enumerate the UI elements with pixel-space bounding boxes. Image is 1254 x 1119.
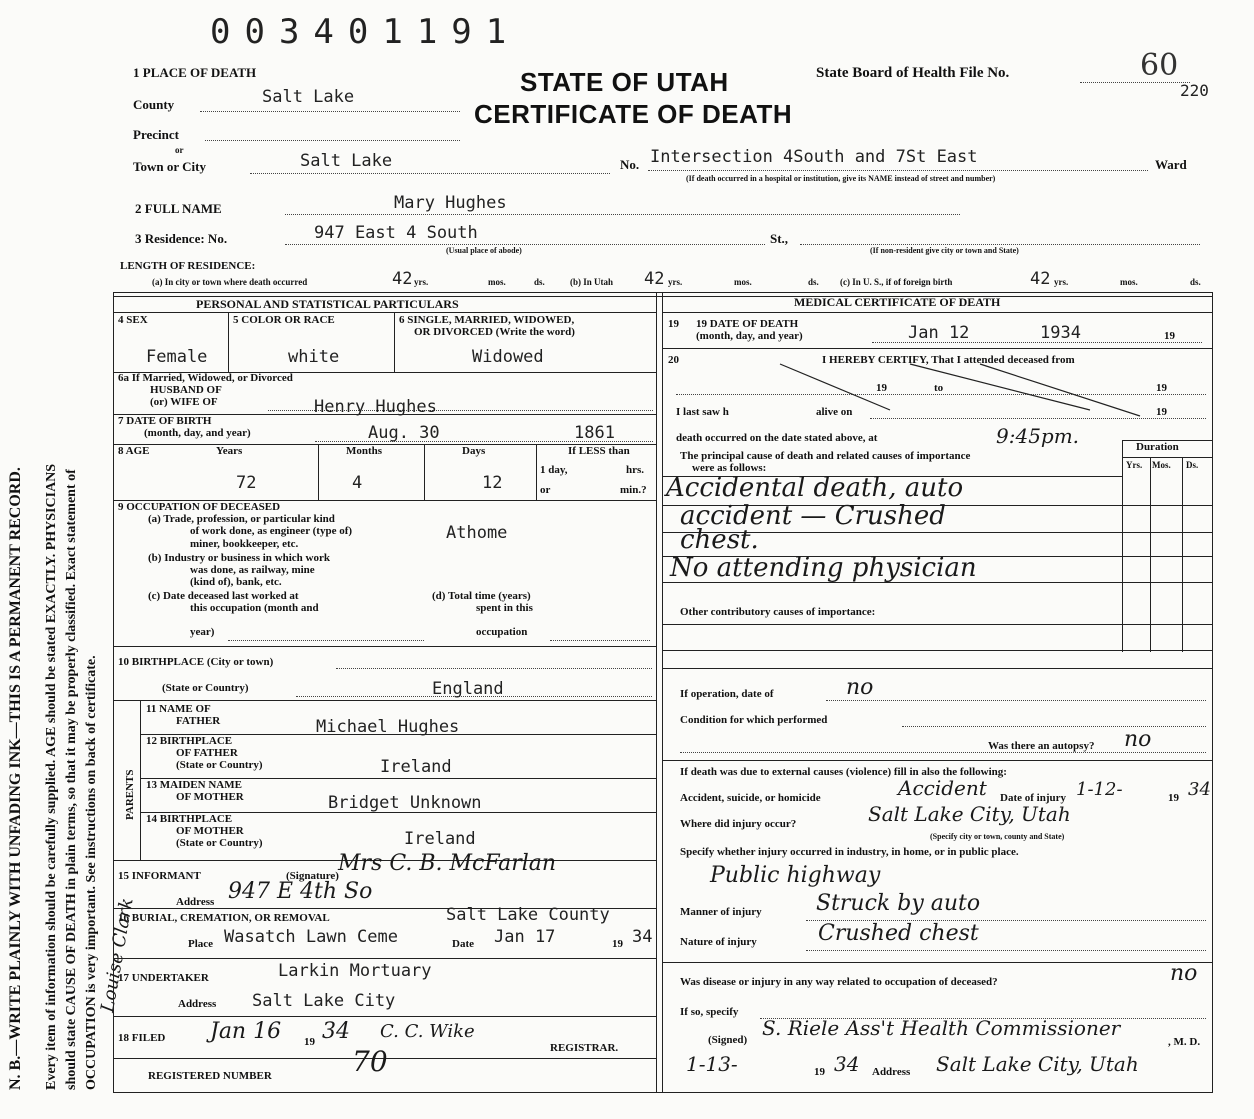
nonresident-note: (If non-resident give city or town and State): [870, 246, 1019, 255]
occupation-d-2: spent in this: [476, 602, 533, 614]
md-label: , M. D.: [1168, 1036, 1201, 1048]
filed-date: Jan 16: [210, 1019, 282, 1044]
informant-address-label: Address: [176, 896, 215, 908]
cause-line-4: No attending physician: [670, 553, 977, 583]
filed-year: 34: [322, 1019, 350, 1044]
dob-month-day: Aug. 30: [368, 423, 440, 443]
spouse-label-3: (or) WIFE OF: [150, 396, 218, 408]
occupation-c-3: year): [190, 626, 215, 638]
signature-date: 1-13-: [686, 1052, 738, 1076]
injury-year-prefix: 19: [1168, 792, 1179, 804]
form-title: CERTIFICATE OF DEATH: [474, 99, 793, 129]
certify-19-b: 19: [1156, 382, 1167, 394]
residence-label: 3 Residence: No.: [135, 231, 228, 246]
residence-b-years: 42: [644, 269, 665, 289]
principal-cause-label: The principal cause of death and related causes of importance: [680, 450, 971, 462]
dod-label-2: (month, day, and year): [696, 330, 803, 342]
father-birthplace-label-1: 12 BIRTHPLACE: [146, 735, 233, 747]
occupation-d-3: occupation: [476, 626, 528, 638]
age-days-value: 12: [482, 473, 503, 493]
file-number: 60: [1140, 48, 1179, 83]
address-no-label: No.: [620, 157, 640, 172]
alive-on-label: alive on: [816, 406, 853, 418]
burial-date: Jan 17: [494, 927, 556, 947]
less-than-label: If LESS than: [568, 445, 630, 457]
undertaker-label: 17 UNDERTAKER: [118, 972, 209, 984]
registrar-signature: C. C. Wike: [380, 1021, 475, 1042]
yrs-label-b: yrs.: [668, 277, 683, 287]
occupation-c-2: this occupation (month and: [190, 602, 319, 614]
precinct-label: Precinct: [133, 127, 179, 142]
injury-date-label: Date of injury: [1000, 792, 1066, 804]
manner-label: Manner of injury: [680, 906, 762, 918]
yrs-label-a: yrs.: [414, 277, 429, 287]
county-label: County: [133, 97, 175, 112]
mos-label-c: mos.: [1120, 277, 1138, 287]
serial-number: 003401191: [210, 12, 521, 52]
birthplace-state-label: (State or Country): [162, 682, 249, 694]
burial-year: 34: [632, 927, 653, 947]
dod-19-label: 19: [1164, 330, 1175, 342]
duration-ds-label: Ds.: [1186, 460, 1199, 470]
medical-header: MEDICAL CERTIFICATE OF DEATH: [794, 295, 1001, 309]
spouse-label-2: HUSBAND OF: [150, 384, 222, 396]
full-name-value: Mary Hughes: [394, 193, 507, 213]
occupation-b-3: (kind of), bank, etc.: [190, 576, 282, 588]
side-note-line4: OCCUPATION is very important. See instructions on back of certificate.: [84, 655, 99, 1090]
autopsy-label: Was there an autopsy?: [988, 740, 1095, 752]
cause-line-1: Accidental death, auto: [666, 473, 964, 503]
specify-label: Specify whether injury occurred in industry, in home, or in public place.: [680, 846, 1019, 858]
residence-c-label: (c) In U. S., if of foreign birth: [840, 277, 953, 287]
marital-value: Widowed: [472, 347, 544, 367]
occupation-c-1: (c) Date deceased last worked at: [148, 590, 299, 602]
mother-value: Bridget Unknown: [328, 793, 482, 813]
specify-value: Public highway: [710, 863, 881, 888]
dob-label-2: (month, day, and year): [144, 427, 251, 439]
strike-through-lines: [760, 360, 1160, 420]
occupation-d-1: (d) Total time (years): [432, 590, 531, 602]
one-day-label: 1 day,: [540, 464, 568, 476]
age-years-value: 72: [236, 473, 257, 493]
signed-label: (Signed): [708, 1034, 748, 1046]
marital-label: 6 SINGLE, MARRIED, WIDOWED,: [399, 314, 575, 326]
yrs-label-c: yrs.: [1054, 277, 1069, 287]
file-sub-number: 220: [1180, 81, 1209, 100]
dod-month-day: Jan 12: [908, 323, 970, 343]
mother-label-1: 13 MAIDEN NAME: [146, 779, 242, 791]
occupation-related-label: Was disease or injury in any way related to occupation of deceased?: [680, 976, 998, 988]
age-months-value: 4: [352, 473, 363, 493]
sex-label: 4 SEX: [118, 314, 148, 326]
mother-label-2: OF MOTHER: [176, 791, 244, 803]
undertaker-value: Larkin Mortuary: [278, 961, 432, 981]
usual-abode-note: (Usual place of abode): [446, 246, 522, 255]
burial-date-label: Date: [452, 938, 474, 950]
certify-statement: I HEREBY CERTIFY, That I attended deceased from: [822, 354, 1075, 366]
mos-label-a: mos.: [488, 277, 506, 287]
hospital-note: (If death occurred in a hospital or institution, give its NAME instead of street and number): [686, 174, 996, 183]
occupation-value: Athome: [446, 523, 508, 543]
duration-label: Duration: [1136, 441, 1179, 453]
father-birthplace-label-2: OF FATHER: [176, 747, 238, 759]
principal-cause-label-2: were as follows:: [692, 462, 767, 474]
birthplace-label: 10 BIRTHPLACE (City or town): [118, 656, 274, 668]
where-value: Salt Lake City, Utah: [868, 802, 1071, 826]
occupation-a-1: (a) Trade, profession, or particular kind: [148, 513, 335, 525]
filed-label: 18 FILED: [118, 1032, 166, 1044]
age-years-label: Years: [216, 445, 243, 457]
dob-year: 1861: [574, 423, 615, 443]
manner-value: Struck by auto: [816, 891, 981, 916]
side-note-line3: should state CAUSE OF DEATH in plain terms, so that it may be properly classified. Exact statement of: [64, 469, 79, 1090]
full-name-label: 2 FULL NAME: [135, 201, 222, 216]
signature-year: 34: [834, 1052, 860, 1076]
sex-value: Female: [146, 347, 208, 367]
side-note-line2: Every item of information should be carefully supplied. AGE should be stated EXACTLY. PHYSICIANS: [44, 463, 59, 1090]
burial-year-prefix: 19: [612, 938, 623, 950]
min-label: min.?: [620, 484, 647, 496]
father-label-1: 11 NAME OF: [146, 703, 211, 715]
nature-label: Nature of injury: [680, 936, 757, 948]
occupation-b-1: (b) Industry or business in which work: [148, 552, 330, 564]
accident-label: Accident, suicide, or homicide: [680, 792, 821, 804]
registrar-label: REGISTRAR.: [550, 1042, 619, 1054]
father-label-2: FATHER: [176, 715, 221, 727]
occupation-related-value: no: [1170, 961, 1198, 986]
color-label: 5 COLOR OR RACE: [233, 314, 335, 326]
occupation-b-2: was done, as railway, mine: [190, 564, 315, 576]
last-saw-label: I last saw h: [676, 406, 729, 418]
certify-num: 20: [668, 354, 679, 366]
residence-a-years: 42: [392, 269, 413, 289]
st-label: St.,: [770, 231, 789, 246]
cause-line-3: chest.: [680, 525, 759, 555]
personal-header: PERSONAL AND STATISTICAL PARTICULARS: [196, 297, 459, 311]
color-value: white: [288, 347, 340, 367]
dod-label-1: 19 DATE OF DEATH: [696, 318, 799, 330]
signature-year-prefix: 19: [814, 1066, 825, 1078]
occupation-a-3: miner, bookkeeper, etc.: [190, 538, 299, 550]
signature-address: Salt Lake City, Utah: [936, 1052, 1139, 1076]
signature-address-label: Address: [872, 1066, 911, 1078]
burial-value: Salt Lake County: [446, 905, 610, 925]
injury-date: 1-12-: [1076, 779, 1123, 800]
where-note: (Specify city or town, county and State): [930, 832, 1065, 841]
duration-yrs-label: Yrs.: [1126, 460, 1143, 470]
accident-value: Accident: [898, 776, 987, 800]
father-birthplace-value: Ireland: [380, 757, 452, 777]
informant-address: 947 E 4th So: [228, 879, 373, 904]
side-signature: Louise Clark: [96, 896, 138, 1014]
or-label: or: [175, 145, 184, 155]
marital-label-2: OR DIVORCED (Write the word): [414, 326, 575, 338]
hrs-label: hrs.: [626, 464, 645, 476]
autopsy-value: no: [1124, 727, 1152, 752]
mother-birthplace-value: Ireland: [404, 829, 476, 849]
town-label: Town or City: [133, 159, 206, 174]
length-of-residence-label: LENGTH OF RESIDENCE:: [120, 260, 256, 272]
dod-label-num: 19: [668, 318, 679, 330]
occupation-a-2: of work done, as engineer (type of): [190, 525, 353, 537]
filed-year-prefix: 19: [304, 1036, 315, 1048]
file-no-label: State Board of Health File No.: [816, 65, 1010, 81]
operation-value: no: [846, 675, 874, 700]
residence-b-label: (b) In Utah: [570, 277, 614, 287]
death-time: 9:45pm.: [996, 424, 1080, 448]
undertaker-address: Salt Lake City: [252, 991, 396, 1011]
ds-label-a: ds.: [534, 277, 545, 287]
burial-label: 16 BURIAL, CREMATION, OR REMOVAL: [118, 912, 330, 924]
undertaker-address-label: Address: [178, 998, 217, 1010]
occupation-label: 9 OCCUPATION OF DECEASED: [118, 501, 281, 513]
residence-value: 947 East 4 South: [314, 223, 478, 243]
town-value: Salt Lake: [300, 151, 393, 171]
parents-side-label: PARENTS: [124, 769, 136, 820]
death-occurred-label: death occurred on the date stated above, at: [676, 432, 878, 444]
residence-a-label: (a) In city or town where death occurred: [152, 277, 308, 287]
father-birthplace-label-3: (State or Country): [176, 759, 263, 771]
duration-mos-label: Mos.: [1152, 460, 1171, 470]
death-address-value: Intersection 4South and 7St East: [650, 147, 978, 167]
ds-label-b: ds.: [808, 277, 819, 287]
dod-year: 1934: [1040, 323, 1081, 343]
cause-line-2: accident — Crushed: [680, 501, 946, 531]
informant-signature-label: (Signature): [286, 870, 339, 882]
alive-19-label: 19: [1156, 406, 1167, 418]
or-min-label: or: [540, 484, 551, 496]
registered-number: 70: [352, 1045, 388, 1078]
physician-signature: S. Riele Ass't Health Commissioner: [762, 1016, 1121, 1040]
ds-label-c: ds.: [1190, 277, 1201, 287]
age-days-label: Days: [462, 445, 486, 457]
burial-place-value: Wasatch Lawn Ceme: [224, 927, 398, 947]
county-value: Salt Lake: [262, 87, 355, 107]
where-label: Where did injury occur?: [680, 818, 797, 830]
mother-birthplace-label-2: OF MOTHER: [176, 825, 244, 837]
external-causes-label: If death was due to external causes (violence) fill in also the following:: [680, 766, 1007, 778]
side-note-permanent: N. B.—WRITE PLAINLY WITH UNFADING INK—THIS IS A PERMANENT RECORD.: [7, 467, 24, 1090]
operation-label: If operation, date of: [680, 688, 774, 700]
informant-signature: Mrs C. B. McFarlan: [338, 851, 557, 876]
spouse-value: Henry Hughes: [314, 397, 437, 417]
if-so-label: If so, specify: [680, 1006, 739, 1018]
registered-number-label: REGISTERED NUMBER: [148, 1070, 272, 1082]
dob-label-1: 7 DATE OF BIRTH: [118, 415, 212, 427]
birthplace-value: England: [432, 679, 504, 699]
mother-birthplace-label-3: (State or Country): [176, 837, 263, 849]
ward-label: Ward: [1155, 157, 1187, 172]
certify-19-a: 19: [876, 382, 887, 394]
certify-to-label: to: [934, 382, 944, 394]
father-value: Michael Hughes: [316, 717, 460, 737]
place-of-death-label: 1 PLACE OF DEATH: [133, 65, 257, 80]
nature-value: Crushed chest: [818, 921, 979, 946]
residence-c-years: 42: [1030, 269, 1051, 289]
mother-birthplace-label-1: 14 BIRTHPLACE: [146, 813, 233, 825]
age-months-label: Months: [346, 445, 383, 457]
condition-label: Condition for which performed: [680, 714, 828, 726]
other-causes-label: Other contributory causes of importance:: [680, 606, 876, 618]
injury-year: 34: [1188, 779, 1211, 800]
burial-place-label: Place: [188, 938, 214, 950]
spouse-label-1: 6a If Married, Widowed, or Divorced: [118, 372, 293, 384]
age-label: 8 AGE: [118, 445, 150, 457]
mos-label-b: mos.: [734, 277, 752, 287]
informant-label: 15 INFORMANT: [118, 870, 201, 882]
form-title-state: STATE OF UTAH: [520, 67, 729, 97]
